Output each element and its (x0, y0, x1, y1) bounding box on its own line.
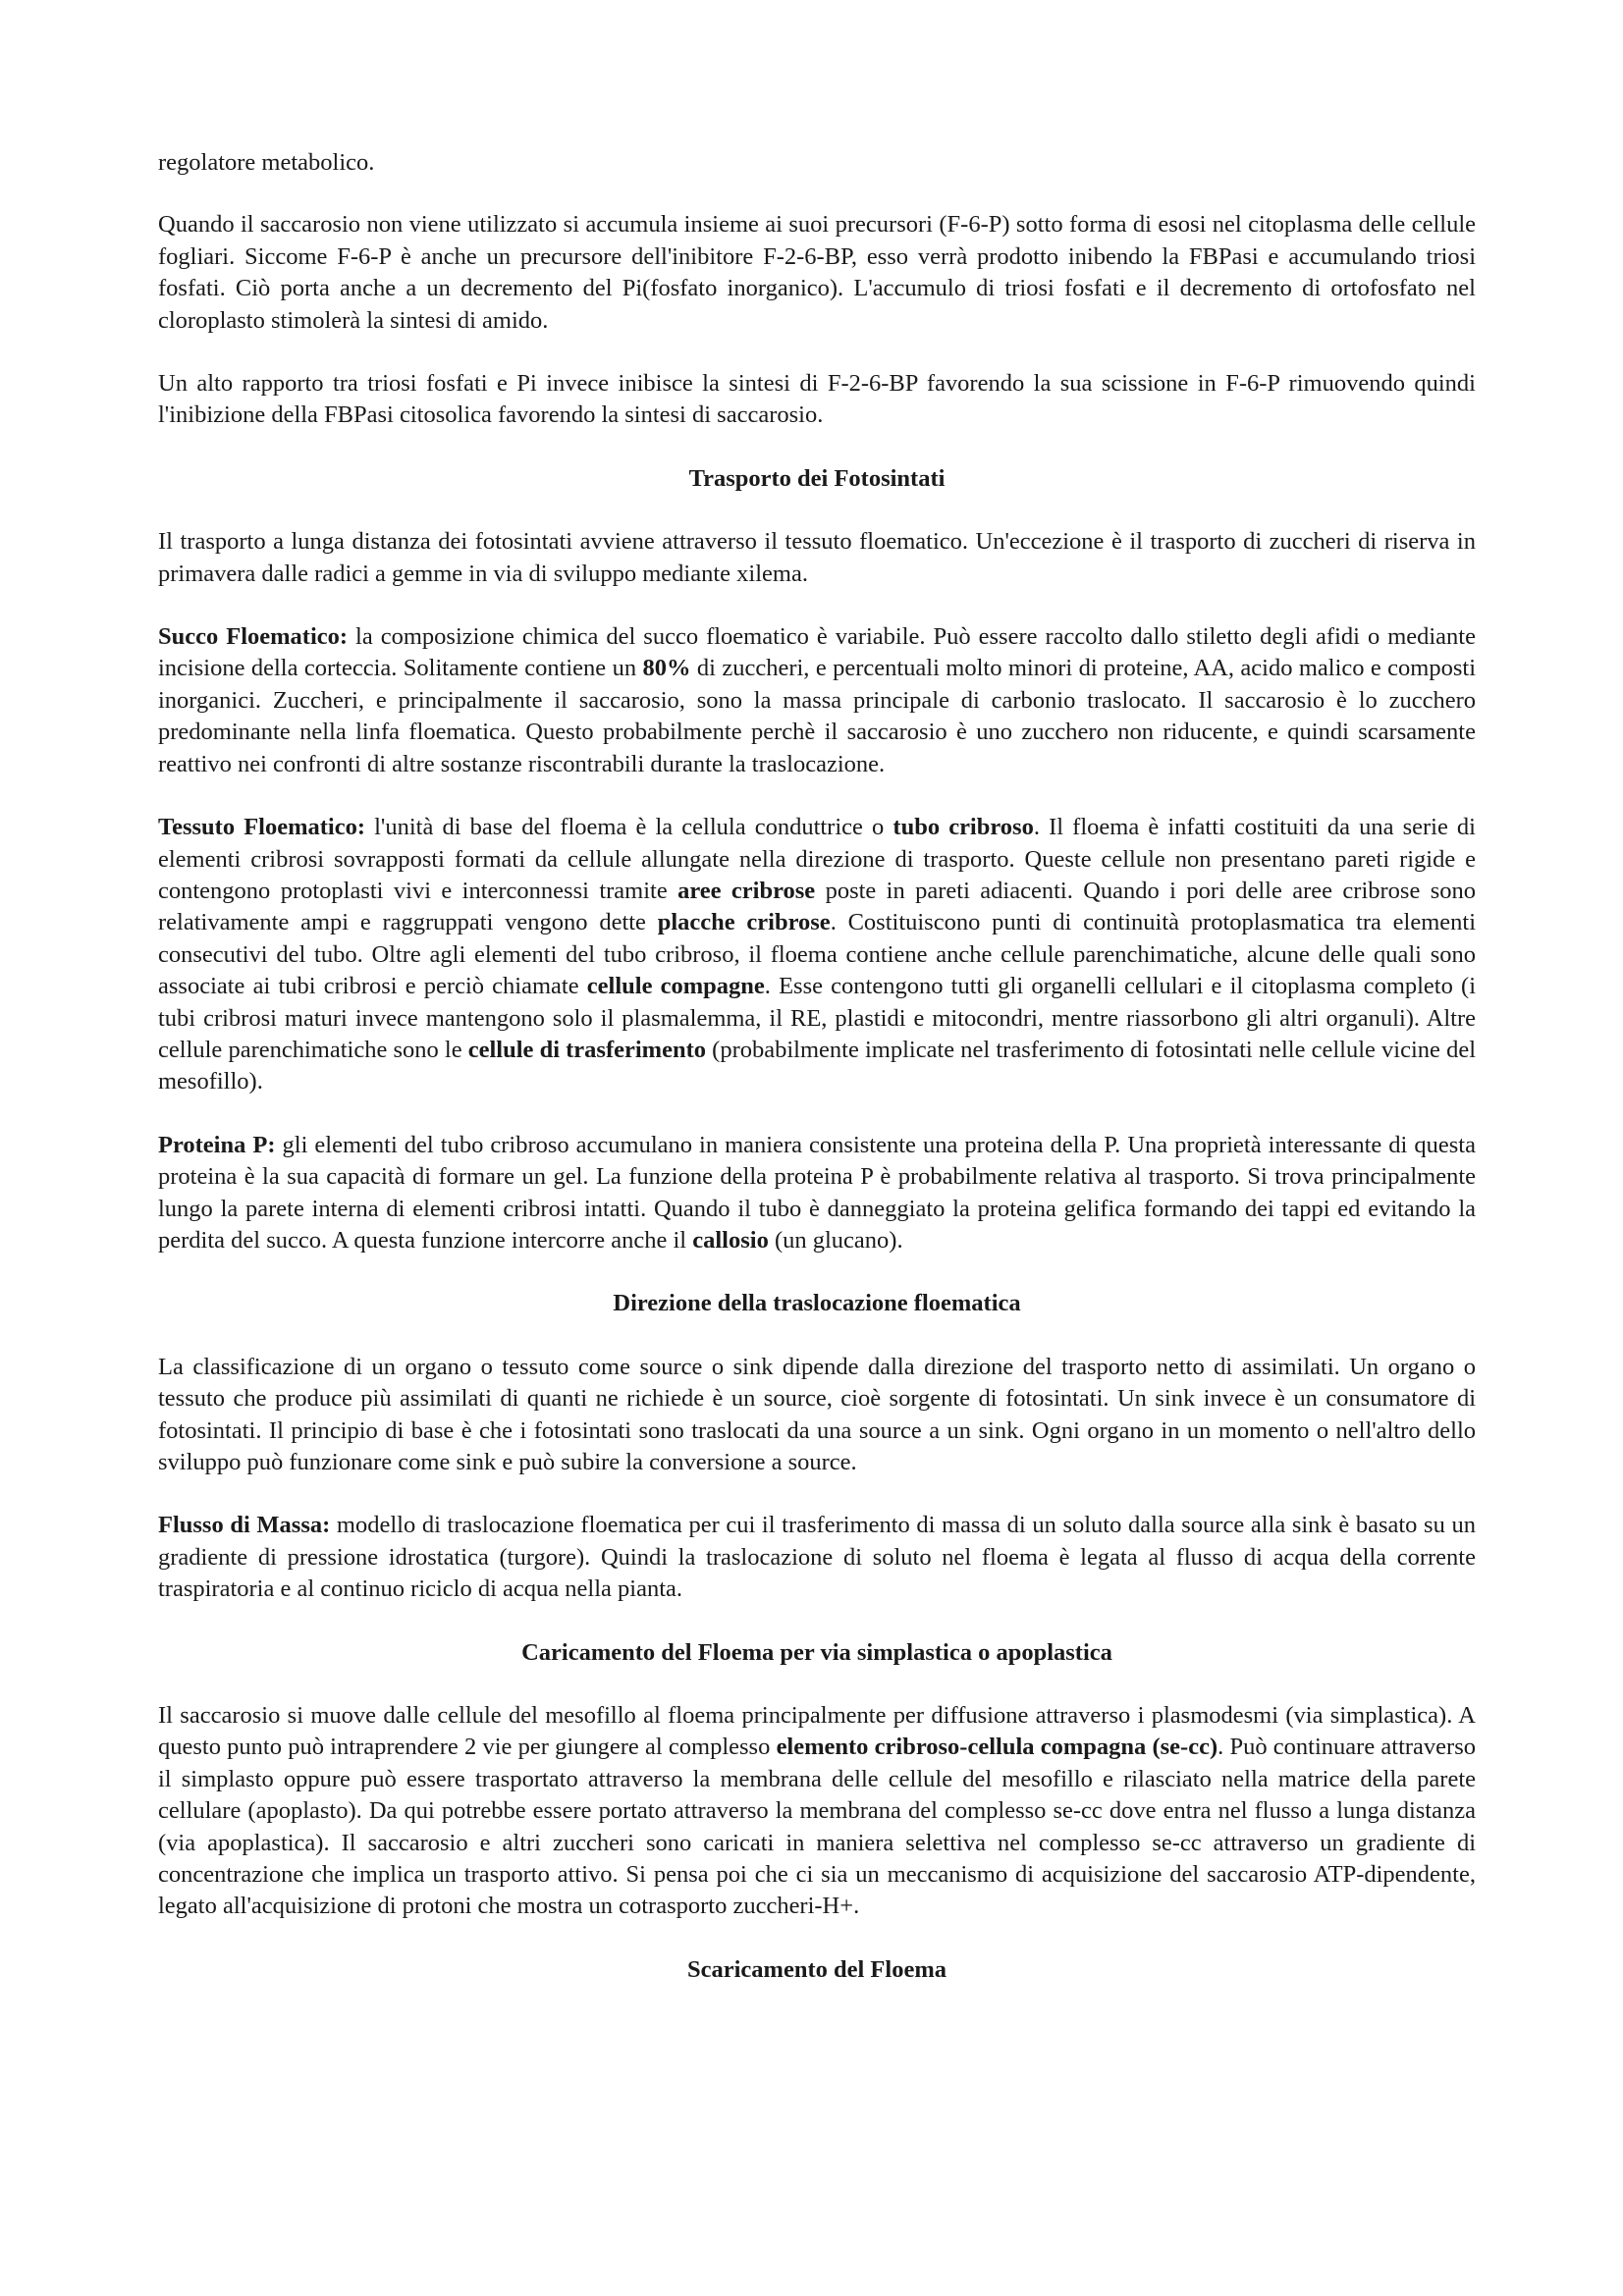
document-page (158, 147, 1476, 2017)
term-flusso-di-massa: Flusso di Massa: (158, 1512, 331, 1539)
paragraph-caricamento: Il saccarosio si muove dalle cellule del mesofillo al floema principalmente per diffusione attraverso i plasmodesmi (via simplastica). A questo punto può intraprendere 2 vie per giungere al complesso elemento cribroso-cellula compagna (se-cc). Può continuare attraverso il simplasto oppure può essere trasportato attraverso la membrana delle cellule del mesofillo e rilasciato nella matrice della parete cellulare (apoplasto). Da qui potrebbe essere portato attraverso la membrana del complesso se-cc dove entra nel flusso a lunga distanza (via apoplastica). Il saccarosio e altri zuccheri sono caricati in maniera selettiva nel complesso se-cc attraverso un gradiente di concentrazione che implica un trasporto attivo. Si pensa poi che ci sia un meccanismo di acquisizione del saccarosio ATP-dipendente, legato all'acquisizione di protoni che mostra un cotrasporto zuccheri-H+. (158, 1702, 1476, 1920)
paragraph-rapporto-triosi: Un alto rapporto tra triosi fosfati e Pi invece inibisce la sintesi di F-2-6-BP favorendo la sua scissione in F-6-P rimuovendo quindi l'inibizione della FBPasi citosolica favorendo la sintesi di saccarosio. (158, 370, 1476, 429)
heading-direzione-traslocazione: Direzione della traslocazione floematica (613, 1290, 1021, 1317)
paragraph-trasporto: Il trasporto a lunga distanza dei fotosintati avviene attraverso il tessuto floematico. Un'eccezione è il trasporto di zuccheri di riserva in primavera dalle radici a gemme in via di sviluppo mediante xilema. (158, 528, 1476, 587)
paragraph-tessuto-floematico: Tessuto Floematico: l'unità di base del floema è la cellula conduttrice o tubo cribroso. Il floema è infatti costituiti da una serie di elementi cribrosi sovrapposti formati da cellule allungate nella direzione di trasporto. Queste cellule non presentano pareti rigide e contengono protoplasti vivi e interconnessi tramite aree cribrose poste in pareti adiacenti. Quando i pori delle aree cribrose sono relativamente ampi e raggruppati vengono dette placche cribrose. Costituiscono punti di continuità protoplasmatica tra elementi consecutivi del tubo. Oltre agli elementi del tubo cribroso, il floema contiene anche cellule parenchimatiche, alcune delle quali sono associate ai tubi cribrosi e perciò chiamate cellule compagne. Esse contengono tutti gli organelli cellulari e il citoplasma completo (i tubi cribrosi maturi invece mantengono solo il plasmalemma, il RE, plastidi e mitocondri, mentre riassorbono gli altri organuli). Altre cellule parenchimatiche sono le cellule di trasferimento (probabilmente implicate nel trasferimento di fotosintati nelle cellule vicine del mesofillo). (158, 814, 1477, 1095)
paragraph-intro: regolatore metabolico. (158, 149, 375, 176)
paragraph-succo-floematico: Succo Floematico: la composizione chimica del succo floematico è variabile. Può essere raccolto dallo stiletto degli afidi o mediante incisione della corteccia. Solitamente contiene un 80% di zuccheri, e percentuali molto minori di proteine, AA, acido malico e composti inorganici. Zuccheri, e principalmente il saccarosio, sono la massa principale di carbonio traslocato. Il saccarosio è lo zucchero predominante nella linfa floematica. Questo probabilmente perchè il saccarosio è uno zucchero non riducente, e quindi scarsamente reattivo nei confronti di altre sostanze riscontrabili durante la traslocazione. (158, 623, 1477, 777)
term-succo-floematico: Succo Floematico: (158, 623, 349, 651)
term-tessuto-floematico: Tessuto Floematico: (158, 814, 365, 841)
paragraph-flusso-di-massa: Flusso di Massa: modello di traslocazione floematica per cui il trasferimento di massa di un soluto dalla source alla sink è basato su un gradiente di pressione idrostatica (turgore). Quindi la traslocazione di soluto nel floema è legata al flusso di acqua della corrente traspiratoria e al continuo riciclo di acqua nella pianta. (158, 1512, 1476, 1603)
heading-caricamento-floema: Caricamento del Floema per via simplastica o apoplastica (521, 1638, 1112, 1666)
paragraph-accumulo-saccarosio: Quando il saccarosio non viene utilizzato si accumula insieme ai suoi precursori (F-6-P) sotto forma di esosi nel citoplasma delle cellule fogliari. Siccome F-6-P è anche un precursore dell'inibitore F-2-6-BP, esso verrà prodotto inibendo la FBPasi e accumulando triosi fosfati. Ciò porta anche a un decremento del Pi(fosfato inorganico). L'accumulo di triosi fosfati e il decremento di ortofosfato nel cloroplasto stimolerà la sintesi di amido. (158, 211, 1476, 334)
paragraph-source-sink: La classificazione di un organo o tessuto come source o sink dipende dalla direzione del trasporto netto di assimilati. Un organo o tessuto che produce più assimilati di quanti ne richiede è un source, cioè sorgente di fotosintati. Un sink invece è un consumatore di fotosintati. Il principio di base è che i fotosintati sono traslocati da una source a un sink. Ogni organo in un momento o nell'altro dello sviluppo può funzionare come sink e può subire la conversione a source. (158, 1353, 1476, 1475)
paragraph-proteina-p: Proteina P: gli elementi del tubo cribroso accumulano in maniera consistente una proteina della P. Una proprietà interessante di questa proteina è la sua capacità di formare un gel. La funzione della proteina P è probabilmente relativa al trasporto. Si trova principalmente lungo la parete interna di elementi cribrosi intatti. Quando il tubo è danneggiato la proteina gelifica formando dei tappi ed evitando la perdita del succo. A questa funzione intercorre anche il callosio (un glucano). (158, 1131, 1476, 1254)
heading-scaricamento-floema: Scaricamento del Floema (687, 1955, 947, 1983)
heading-trasporto-fotosintati: Trasporto dei Fotosintati (688, 464, 946, 492)
term-proteina-p: Proteina P: (158, 1131, 276, 1158)
